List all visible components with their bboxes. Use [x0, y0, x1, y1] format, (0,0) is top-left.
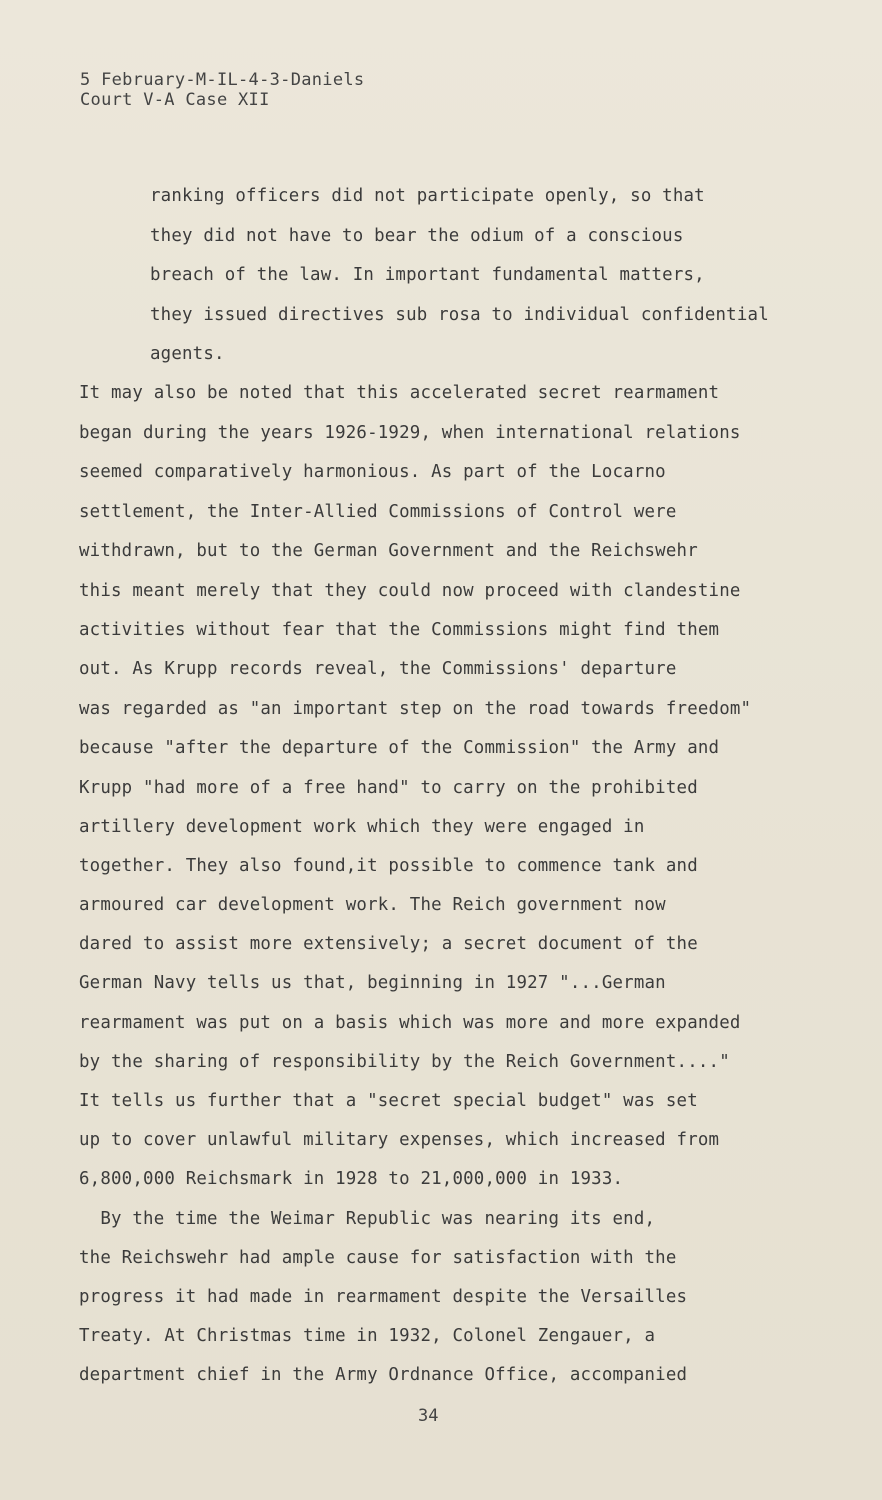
body-line: German Navy tells us that, beginning in 1927 "...German	[79, 973, 666, 993]
body-line: It tells us further that a "secret special budget" was set	[79, 1091, 698, 1111]
body-line: rearmament was put on a basis which was more and more expanded	[79, 1013, 741, 1033]
body-line: 6,800,000 Reichsmark in 1928 to 21,000,000 in 1933.	[79, 1169, 624, 1189]
quote-line: breach of the law. In important fundamental matters,	[150, 265, 705, 285]
body-line: It may also be noted that this accelerated secret rearmament	[79, 383, 720, 403]
quote-line: they issued directives sub rosa to individual confidential	[150, 305, 769, 325]
body-line: activities without fear that the Commissions might find them	[79, 620, 720, 640]
header-line-2: Court V-A Case XII	[80, 90, 270, 110]
body-line: by the sharing of responsibility by the Reich Government...."	[79, 1052, 730, 1072]
page-number: 34	[418, 1406, 439, 1426]
body-line: the Reichswehr had ample cause for satisfaction with the	[79, 1248, 677, 1268]
body-line: this meant merely that they could now proceed with clandestine	[79, 581, 741, 601]
body-line: up to cover unlawful military expenses, which increased from	[79, 1130, 720, 1150]
body-line: began during the years 1926-1929, when international relations	[79, 423, 741, 443]
body-line: armoured car development work. The Reich government now	[79, 895, 666, 915]
body-line: Krupp "had more of a free hand" to carry on the prohibited	[79, 778, 698, 798]
document-header	[80, 70, 364, 110]
quote-line: ranking officers did not participate openly, so that	[150, 186, 705, 206]
body-line: progress it had made in rearmament despite the Versailles	[79, 1287, 688, 1307]
body-line: department chief in the Army Ordnance Office, accompanied	[79, 1365, 688, 1385]
body-line: withdrawn, but to the German Government and the Reichswehr	[79, 541, 698, 561]
body-line: out. As Krupp records reveal, the Commissions' departure	[79, 659, 677, 679]
body-line: By the time the Weimar Republic was nearing its end,	[79, 1209, 656, 1229]
body-line: because "after the departure of the Commission" the Army and	[79, 738, 720, 758]
body-line: Treaty. At Christmas time in 1932, Colonel Zengauer, a	[79, 1326, 656, 1346]
body-line: seemed comparatively harmonious. As part of the Locarno	[79, 462, 666, 482]
header-line-1: 5 February-M-IL-4-3-Daniels	[80, 70, 365, 90]
body-line: was regarded as "an important step on the road towards freedom"	[79, 699, 752, 719]
quote-line: they did not have to bear the odium of a conscious	[150, 226, 684, 246]
body-line: together. They also found,it possible to commence tank and	[79, 856, 698, 876]
body-line: settlement, the Inter-Allied Commissions of Control were	[79, 502, 677, 522]
body-line: artillery development work which they were engaged in	[79, 817, 645, 837]
body-line: dared to assist more extensively; a secret document of the	[79, 934, 698, 954]
quote-line: agents.	[150, 344, 225, 364]
